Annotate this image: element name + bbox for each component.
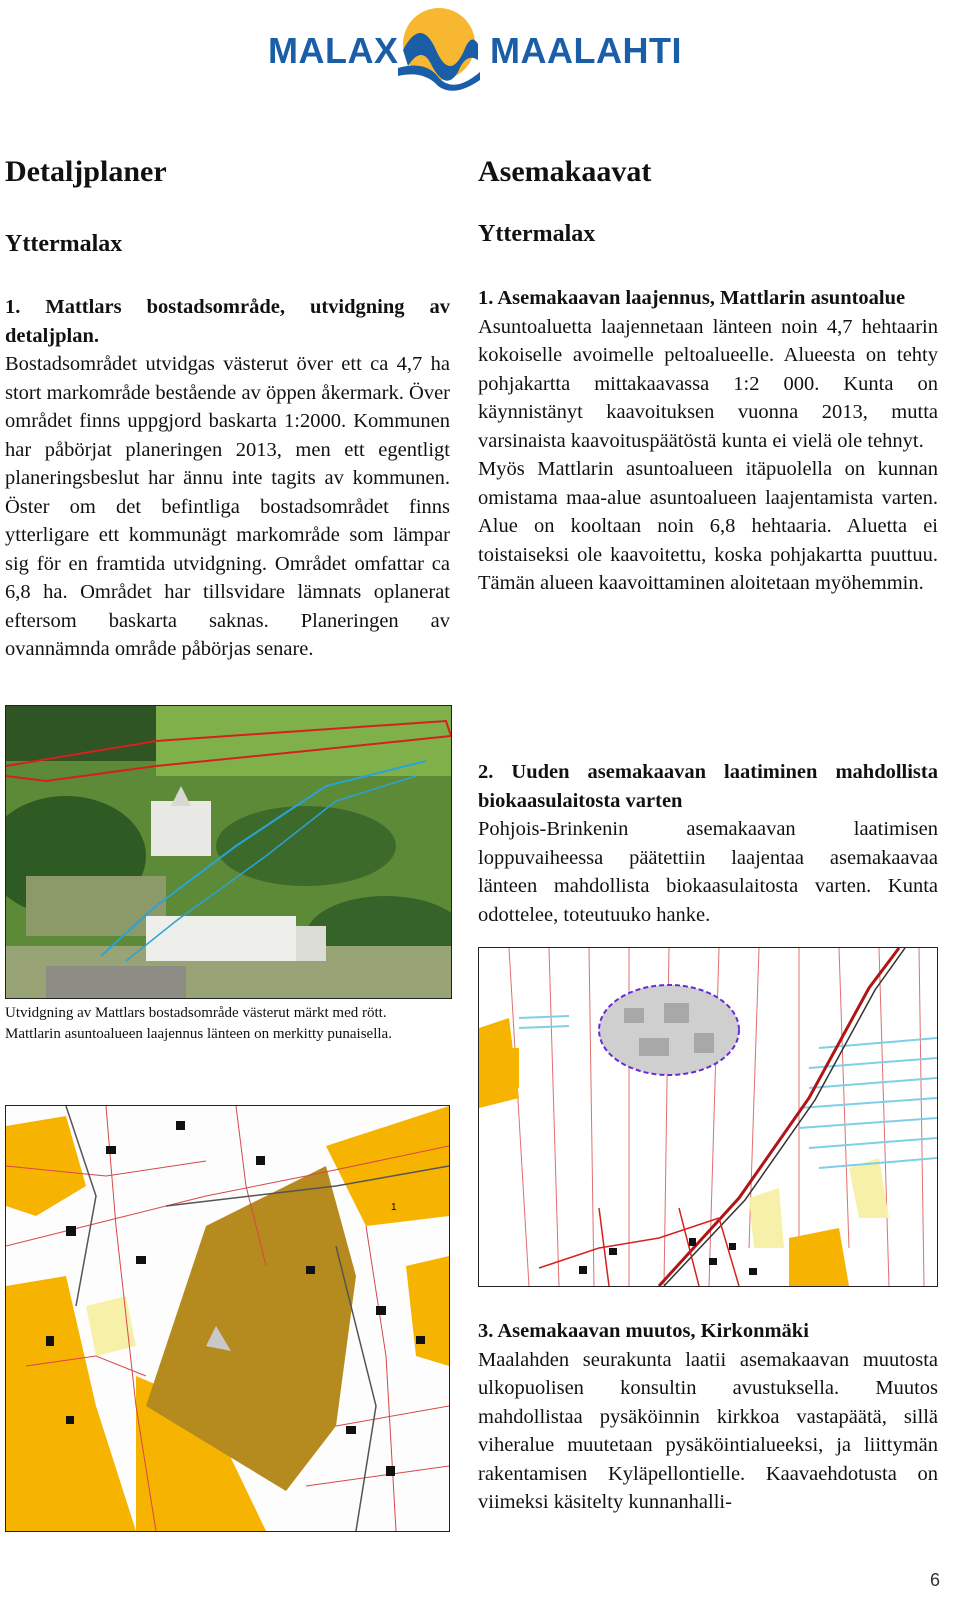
caption-swedish: Utvidgning av Mattlars bostadsområde västerut märkt med rött. [5, 1005, 387, 1021]
heading-asemakaavat: Asemakaavat [478, 155, 652, 188]
right-section-1 [478, 284, 938, 598]
subheading-yttermalax-fi: Yttermalax [478, 221, 596, 247]
map-brinken [478, 947, 938, 1287]
right-item1-title: 1. Asemakaavan laajennus, Mattlarin asuntoalue [478, 287, 906, 309]
right-item2-title: 2. Uuden asemakaavan laatiminen mahdollista biokaasulaitosta varten [478, 761, 938, 812]
left-section-1 [5, 293, 450, 664]
aerial-photo-drawing [6, 706, 451, 998]
caption-finnish: Mattlarin asuntoalueen laajennus länteen on merkitty punaisella. [5, 1026, 392, 1042]
right-item2-body: Pohjois-Brinkenin asemakaavan laatimisen loppuvaiheessa päätettiin laajentaa asemakaavaa länteen mahdollista biokaasulaitosta varten. Kunta odottelee, toteutuuko hanke. [478, 818, 938, 926]
photo-caption [5, 1003, 450, 1045]
map-mattlar [5, 1105, 450, 1532]
map-mattlar-drawing [6, 1106, 449, 1531]
right-item3-body: Maalahden seurakunta laatii asemakaavan muutosta ulkopuolisen konsultin avustuksella. Muutos mahdollistaa pysäköinnin kirkkoa vastapäätä, sillä viheralue muutetaan pysäköintialueeksi, ja liittymän rakentamisen Kyläpellontielle. Kaavaehdotusta on viimeksi käsitelty kunnanhalli- [478, 1348, 938, 1513]
logo-text-maalahti: MAALAHTI [490, 30, 682, 71]
logo-text-malax: MALAX [268, 30, 399, 71]
right-item1-body-b: Myös Mattlarin asuntoalueen itäpuolella on kunnan omistama maa-alue asuntoalueen laajentamista varten. Alue on kooltaan noin 6,8 hehtaaria. Aluetta ei toistaiseksi ole kaavoitettu, koska pohjakartta puuttuu. Tämän alueen kaavoittaminen aloitetaan myöhemmin. [478, 458, 938, 594]
map-brinken-drawing [479, 948, 937, 1286]
page-number: 6 [930, 1570, 941, 1590]
heading-detaljplaner: Detaljplaner [5, 155, 167, 188]
left-item1-title: 1. Mattlars bostadsområde, utvidgning av detaljplan. [5, 296, 450, 347]
left-item1-body: Bostadsområdet utvidgas västerut över ett ca 4,7 ha stort markområde bestående av öppen åkermark. Över området finns uppgjord baskarta 1:2000. Kommunen har påbörjat planeringen 2013, men ett egentligt planeringsbeslut har ännu inte tagits av kommunen. Öster om det befintliga bostadsområdet finns ytterligare ett kommunägt markområde som lämpar sig för en framtida utvidgning. Området omfattar ca 6,8 ha. Området har tillsvidare lämnats oplanerat eftersom baskarta saknas. Planeringen av ovannämnda område påbörjas senare. [5, 353, 450, 660]
right-section-2 [478, 758, 938, 929]
right-section-3 [478, 1317, 938, 1517]
aerial-photo [5, 705, 452, 999]
map-label-1: 1 [391, 1202, 397, 1213]
right-item3-title: 3. Asemakaavan muutos, Kirkonmäki [478, 1320, 809, 1342]
logo-wave-icon [396, 6, 482, 92]
subheading-yttermalax-sv: Yttermalax [5, 231, 123, 257]
logo [268, 6, 688, 92]
right-item1-body-a: Asuntoaluetta laajennetaan länteen noin 4,7 hehtaarin kokoiselle avoimelle peltoalueelle. Alueesta on tehty pohjakartta mittakaavassa 1:2 000. Kunta on käynnistänyt kaavoituksen vuonna 2013, mutta varsinaista kaavoituspäätöstä kunta ei vielä ole tehnyt. [478, 315, 938, 452]
